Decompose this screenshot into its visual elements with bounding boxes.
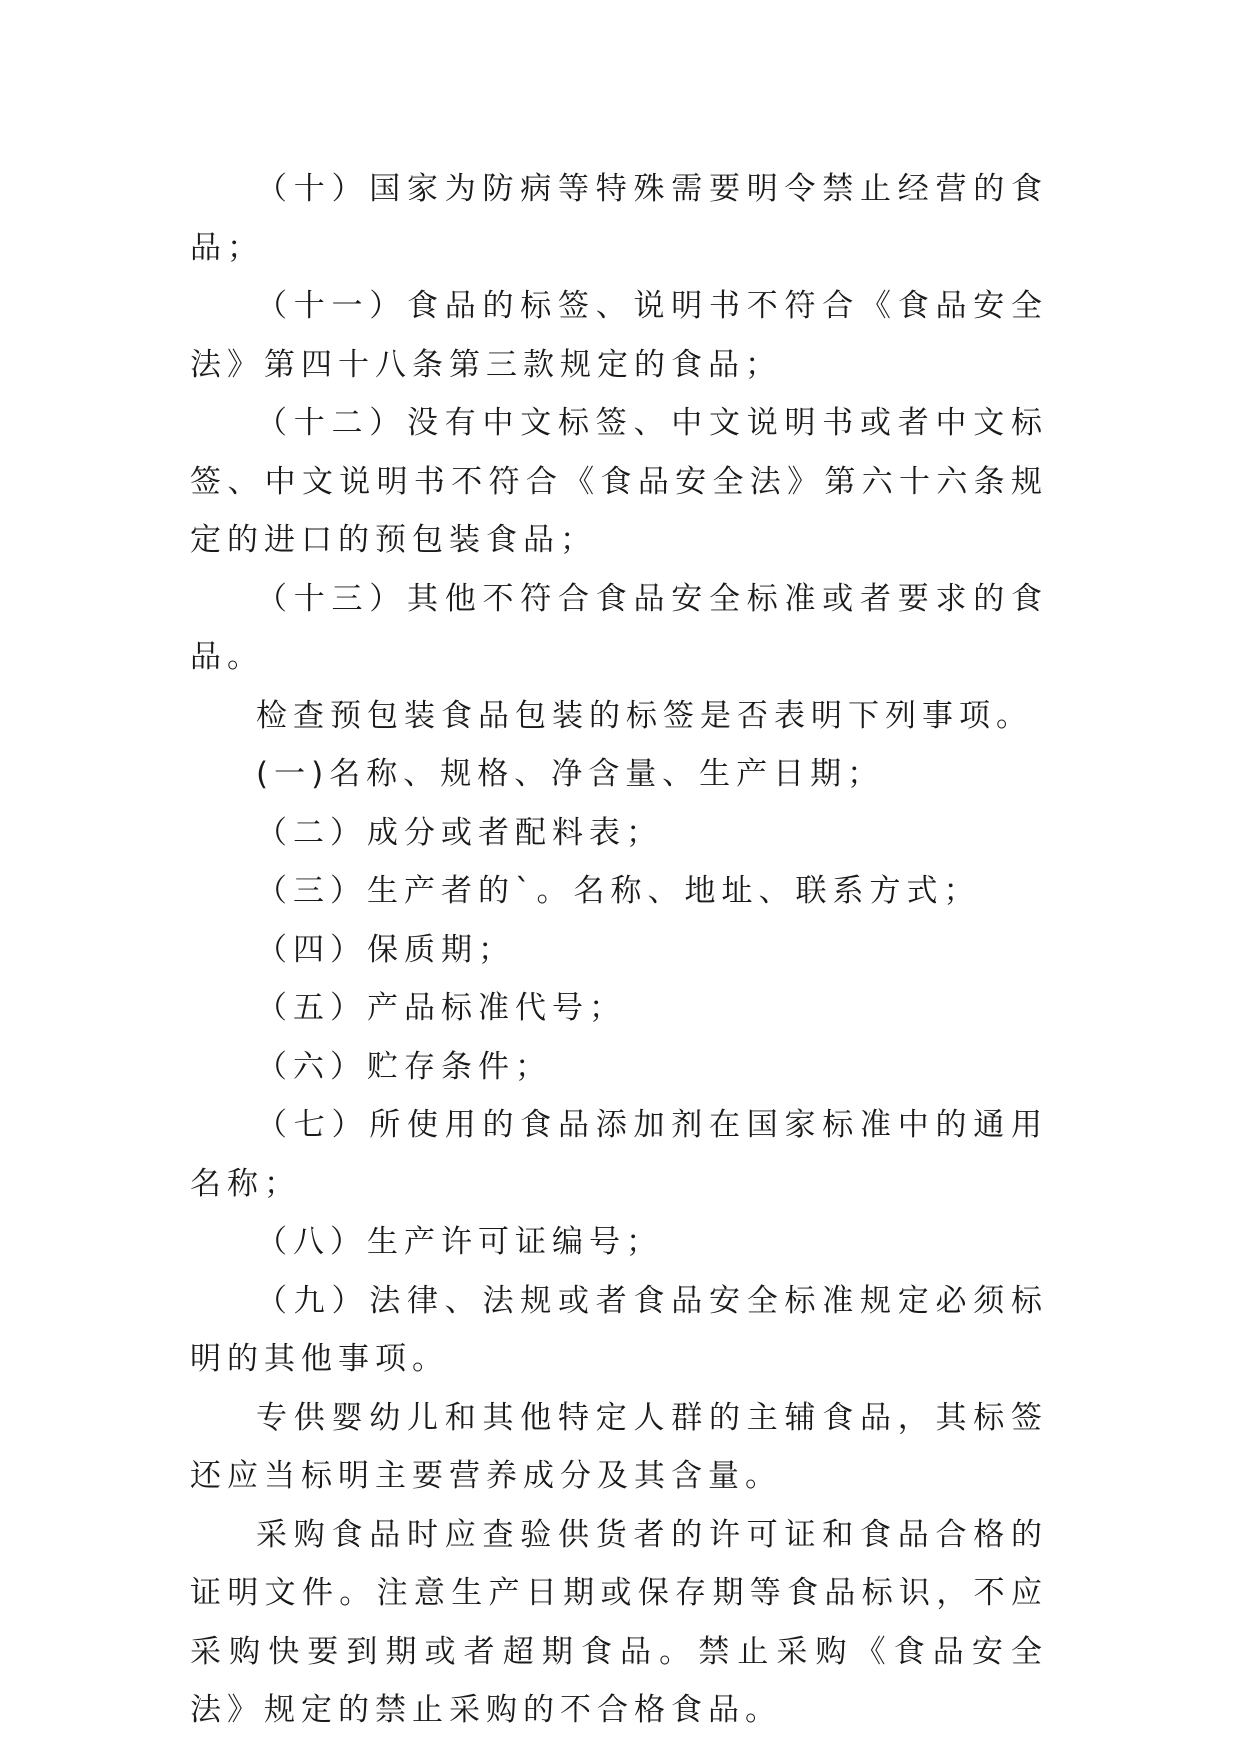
paragraph-label-item-4: （四）保质期； <box>256 931 515 968</box>
paragraph-label-item-2: （二）成分或者配料表； <box>256 814 663 851</box>
document-body <box>190 160 1048 1740</box>
paragraph-label-item-3: （三）生产者的`。名称、地址、联系方式； <box>256 873 981 909</box>
paragraph-item-12: （十二）没有中文标签、中文说明书或者中文标签、中文说明书不符合《食品安全法》第六十六条规定的进口的预包装食品； <box>190 405 1048 558</box>
paragraph-infant-food: 专供婴幼儿和其他特定人群的主辅食品，其标签还应当标明主要营养成分及其含量。 <box>190 1399 1048 1494</box>
paragraph-item-13: （十三）其他不符合食品安全标准或者要求的食品。 <box>190 580 1048 675</box>
paragraph-label-item-6: （六）贮存条件； <box>256 1048 552 1085</box>
paragraph-item-10: （十）国家为防病等特殊需要明令禁止经营的食品； <box>190 171 1048 266</box>
paragraph-label-item-5: （五）产品标准代号； <box>256 990 626 1026</box>
paragraph-procurement: 采购食品时应查验供货者的许可证和食品合格的证明文件。注意生产日期或保存期等食品标识，不应采购快要到期或者超期食品。禁止采购《食品安全法》规定的禁止采购的不合格食品。 <box>190 1516 1048 1728</box>
paragraph-item-11: （十一）食品的标签、说明书不符合《食品安全法》第四十八条第三款规定的食品； <box>190 288 1048 383</box>
paragraph-label-item-7: （七）所使用的食品添加剂在国家标准中的通用名称； <box>190 1107 1048 1202</box>
paragraph-label-check-intro: 检查预包装食品包装的标签是否表明下列事项。 <box>256 697 1033 734</box>
paragraph-label-item-8: （八）生产许可证编号； <box>256 1224 663 1260</box>
paragraph-label-item-1: (一)名称、规格、净含量、生产日期； <box>256 756 885 792</box>
paragraph-label-item-9: （九）法律、法规或者食品安全标准规定必须标明的其他事项。 <box>190 1282 1048 1377</box>
